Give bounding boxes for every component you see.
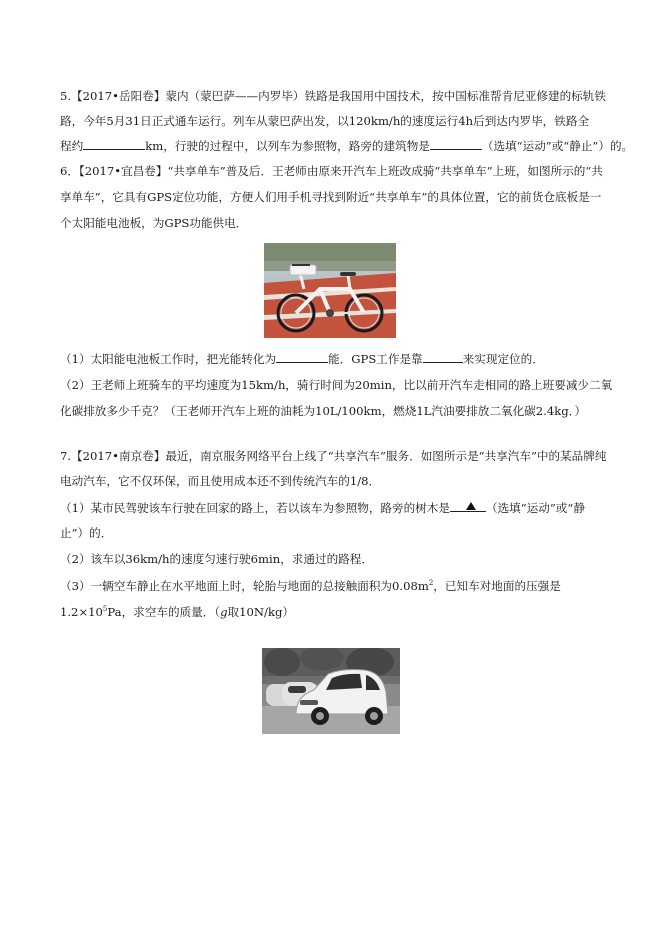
q7-superscript: 5: [102, 605, 108, 614]
q6-line-1: 6．【2017•宜昌卷】“共享单车”普及后．王老师由原来开汽车上班改成骑“共享单车”上班，如图所示的“共: [60, 164, 603, 178]
shared-bike-image: [264, 243, 396, 338]
q6-sub2-line-1: （2）王老师上班骑车的平均速度为15km/h，骑行时间为20min，比以前开汽车走相同的路上班要减少二氧: [60, 378, 613, 392]
q7-text: Pa，求空车的质量．（: [107, 605, 221, 619]
bike-caption: [264, 323, 396, 336]
q5-text: 程约: [60, 139, 84, 153]
q7-text: 1.2×10: [60, 605, 103, 619]
q5-text: （选填“运动”或“静止”）的。: [481, 139, 634, 153]
q7-sub3-line-2: [60, 604, 294, 620]
q7-sub1-line-2: 止”）的．: [60, 526, 113, 540]
q6-answer-blank-gps[interactable]: [423, 351, 463, 363]
q7-text: （3）一辆空车静止在水平地面上时，轮胎与地面的总接触面积为0.08m: [60, 579, 429, 593]
q5-line-1: 5.【2017•岳阳卷】蒙内（蒙巴萨——内罗毕）铁路是我国用中国技术，按中国标准帮肯尼亚修建的标轨铁: [60, 89, 606, 103]
triangle-marker-icon: [466, 502, 476, 510]
q5-answer-blank-motion[interactable]: [430, 138, 482, 150]
q7-line-1: 7.【2017•南京卷】最近，南京服务网络平台上线了“共享汽车”服务．如图所示是“共享汽车”中的某品牌纯: [60, 449, 607, 463]
q5-text: km，行驶的过程中，以列车为参照物，路旁的建筑物是: [145, 139, 430, 153]
q5-answer-blank-distance[interactable]: [83, 138, 145, 150]
q5-line-2: 路，今年5月31日正式通车运行。列车从蒙巴萨出发，以120km/h的速度运行4h后到达内罗毕，铁路全: [60, 114, 590, 128]
q6-text: 能．GPS工作是靠: [328, 352, 423, 366]
q6-sub1: [60, 351, 544, 367]
q5-line-3: [60, 138, 633, 154]
q6-line-3: 个太阳能电池板，为GPS功能供电．: [60, 216, 248, 230]
q7-text: （1）某市民驾驶该车行驶在回家的路上，若以该车为参照物，路旁的树木是: [60, 501, 450, 515]
q7-text: ，已知车对地面的压强是: [433, 579, 561, 593]
q7-text: 取10N/kg）: [227, 605, 294, 619]
q7-sub3-line-1: [60, 578, 561, 594]
q6-sub2-line-2: 化碳排放多少千克？（王老师开汽车上班的油耗为10L/100km，燃烧1L汽油要排放二氧化碳2.4kg．）: [60, 404, 587, 418]
q7-answer-blank-trees[interactable]: [450, 500, 486, 512]
q7-line-2: 电动汽车，它不仅环保，而且使用成本还不到传统汽车的1/8．: [60, 474, 381, 488]
q6-text: 来实现定位的．: [462, 352, 544, 366]
q7-sub1: [60, 500, 585, 516]
q7-text: （选填“运动”或“静: [485, 501, 585, 515]
q7-g-symbol: g: [220, 605, 228, 619]
q6-text: （1）太阳能电池板工作时，把光能转化为: [60, 352, 277, 366]
q6-answer-blank-energy[interactable]: [276, 351, 328, 363]
car-caption: [262, 719, 400, 732]
q7-superscript: 2: [428, 579, 434, 588]
shared-car-image: [262, 648, 400, 734]
q7-sub2: （2）该车以36km/h的速度匀速行驶6min，求通过的路程．: [60, 552, 373, 566]
q6-line-2: 享单车”，它具有GPS定位功能，方便人们用手机寻找到附近“共享单车”的具体位置，它的前货仓底板是一: [60, 190, 602, 204]
